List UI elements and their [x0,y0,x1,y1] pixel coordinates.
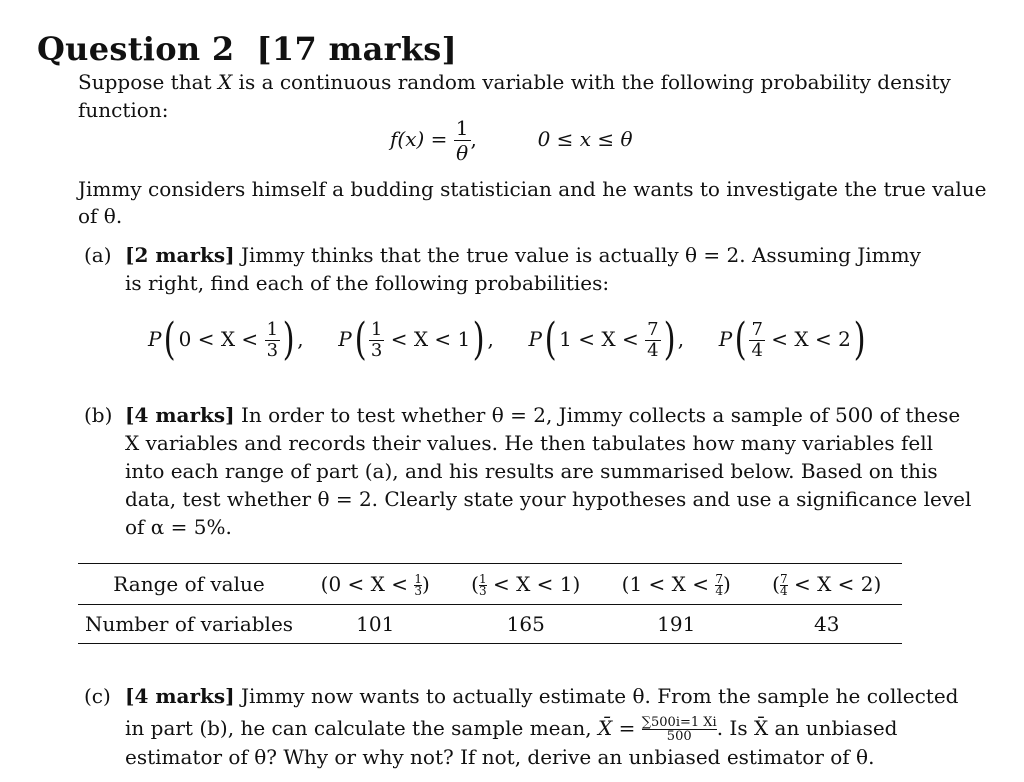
pdf-support: 0 ≤ x ≤ θ [537,127,633,151]
prob-4-den: 4 [751,339,763,361]
prob-3-num: 7 [647,318,659,340]
range-2-num: 1 [478,571,487,586]
range-2-left: ( [471,571,479,596]
sum-denominator: 500 [642,729,717,743]
part-a-marks: [2 marks] [125,243,235,267]
count-cell-2: 165 [451,605,602,644]
paren-close: ) [282,314,295,365]
range-3-right: ) [723,571,731,596]
sum-numerator: ∑500i=1 Xi [641,715,717,730]
range-1-num: 1 [414,571,423,586]
prob-1-num: 1 [266,318,279,340]
range-4-left: ( [772,571,780,596]
part-b-marks: [4 marks] [125,403,235,427]
pdf-formula [390,116,633,165]
range-1-frac [414,571,423,598]
range-cell-2 [451,564,602,605]
paren-open: ( [164,314,177,365]
prob-2-p: P [338,326,352,351]
question-label: Question 2 [37,30,235,68]
range-4-num: 7 [779,571,788,586]
probability-2: P( $\frac{1}{3}$ < X < 1) , [338,314,501,365]
part-c-text-2b: . Is X̄ an unbiased [716,716,898,740]
part-b-label: (b) [84,403,113,427]
table-row-ranges [78,564,902,605]
range-4-right: < X < 2) [793,571,882,596]
prob-4-right: < X < 2 [771,326,851,351]
part-b-line-3: into each range of part (a), and his results are summarised below. Based on this [125,459,938,483]
count-cell-1: 101 [300,605,451,644]
part-b-line-2: X variables and records their values. He then tabulates how many variables fell [125,431,934,455]
jimmy-line-1: Jimmy considers himself a budding statistician and he wants to investigate the true value [78,177,987,201]
part-a-label: (a) [84,243,112,267]
table-row-counts [78,605,902,644]
part-c-text-2a: in part (b), he can calculate the sample mean, [125,716,592,740]
jimmy-line-2: of θ. [78,204,123,228]
prob-3-den: 4 [647,339,659,361]
results-table [78,563,902,644]
range-1-left: (0 < X < [320,571,409,596]
question-marks: [17 marks] [256,30,458,68]
prob-1-left: 0 < X < [178,326,259,351]
xbar-symbol: X̄ = [598,716,636,740]
part-c-text-1: Jimmy now wants to actually estimate θ. From the sample he collected [240,684,959,708]
part-a-text-1: Jimmy thinks that the true value is actually θ = 2. Assuming Jimmy [240,243,921,267]
prob-1-frac [265,320,280,361]
range-3-frac [715,571,724,598]
part-b-text-1: In order to test whether θ = 2, Jimmy collects a sample of 500 of these [240,403,961,427]
range-4-frac [779,571,788,598]
probability-3: P( 1 < X < $\frac{7}{4}$ ) , [528,314,691,365]
prob-4-frac [749,320,764,361]
intro-text-b: is a continuous random variable with the following probability density [238,70,951,94]
paren-close: ) [472,314,485,365]
prob-3-left: 1 < X < [559,326,639,351]
paren-open: ( [544,314,557,365]
row-label-count: Number of variables [78,605,300,644]
range-cell-1 [300,564,451,605]
range-3-den: 4 [715,583,724,598]
count-cell-3: 191 [601,605,752,644]
prob-2-num: 1 [370,318,383,340]
part-a-line-2: is right, find each of the following probabilities: [125,271,610,295]
range-1-den: 3 [414,583,423,598]
paren-open: ( [354,314,367,365]
range-cell-4 [752,564,903,605]
part-c-marks: [4 marks] [125,684,235,708]
probability-4 [718,314,868,365]
part-c-label: (c) [84,684,111,708]
pdf-lhs: f(x) = [390,127,448,151]
range-2-frac [478,571,487,598]
pdf-den: θ [454,140,471,165]
prob-2-den: 3 [370,339,383,361]
pdf-num: 1 [455,116,469,140]
part-a-line-1 [125,241,921,269]
range-2-den: 3 [478,583,487,598]
range-2-right: < X < 1) [492,571,581,596]
pdf-comma: , [470,127,477,151]
intro-text-a: Suppose that [78,70,212,94]
range-3-num: 7 [715,571,724,586]
prob-3-p: P [528,326,542,351]
paren-close: ) [663,314,676,365]
prob-3-frac [645,320,660,361]
paren-close: ) [853,314,866,365]
question-title [37,30,457,68]
range-1-right: ) [422,571,430,596]
pdf-fraction [454,116,471,165]
probabilities-row [148,314,868,365]
prob-1-den: 3 [266,339,279,361]
intro-line-2: function: [78,98,169,122]
part-b-line-1 [125,401,960,429]
part-b-line-5: of α = 5%. [125,515,232,539]
row-label-range: Range of value [78,564,300,605]
range-cell-3 [601,564,752,605]
prob-2-frac [369,320,384,361]
prob-1-p: P [148,326,162,351]
intro-var-x: X [217,70,233,94]
intro-line-1 [78,68,951,96]
range-4-den: 4 [779,583,788,598]
prob-4-p: P [718,326,733,351]
sample-mean-fraction [642,716,717,743]
part-c-line-1 [125,682,958,710]
prob-4-num: 7 [751,318,763,340]
count-cell-4: 43 [752,605,903,644]
probability-1: P( 0 < X < $\frac{1}{3}$ ) , [148,314,310,365]
prob-2-right: < X < 1 [390,326,471,351]
part-c-line-3: estimator of θ? Why or why not? If not, derive an unbiased estimator of θ. [125,745,875,769]
part-c-line-2 [125,714,897,743]
paren-open: ( [734,314,747,365]
part-b-line-4: data, test whether θ = 2. Clearly state your hypotheses and use a significance level [125,487,972,511]
range-3-left: (1 < X < [621,571,710,596]
